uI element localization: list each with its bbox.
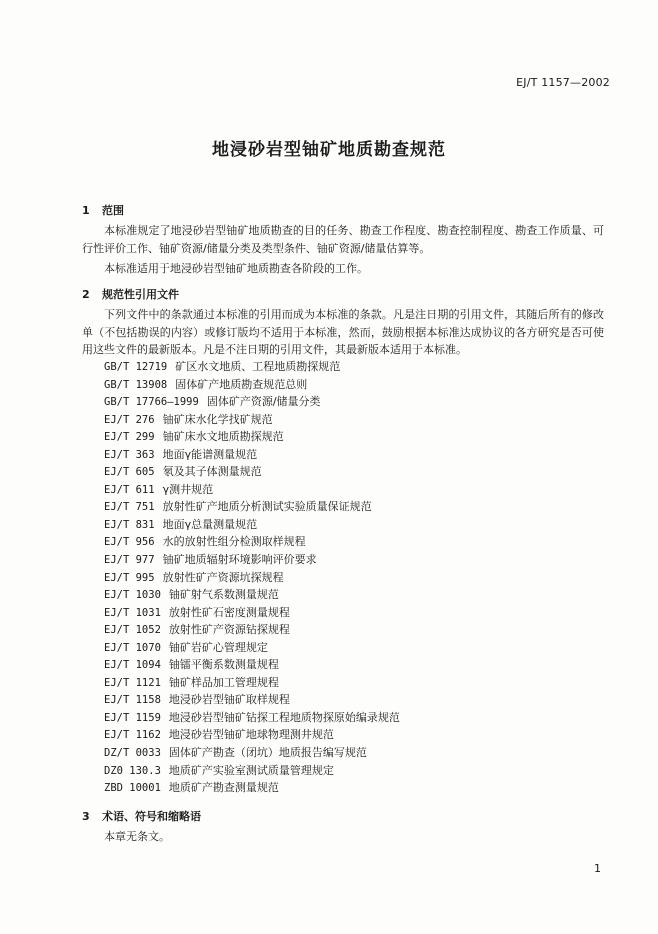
reference-code: EJ/T 1031: [104, 606, 161, 619]
reference-item: [104, 411, 400, 429]
reference-item: [104, 569, 400, 587]
section-number: 1: [82, 204, 90, 217]
reference-item: [104, 358, 400, 376]
reference-code: EJ/T 276: [104, 413, 155, 426]
reference-item: [104, 674, 400, 692]
reference-name: 固体矿产勘查（闭坑）地质报告编写规范: [168, 746, 367, 760]
reference-code: EJ/T 299: [104, 431, 155, 444]
reference-code: EJ/T 611: [104, 483, 155, 496]
reference-code: EJ/T 363: [104, 448, 155, 461]
reference-name: 铀矿床水化学找矿规范: [162, 412, 273, 426]
section-number: 2: [82, 288, 90, 301]
reference-code: EJ/T 1121: [104, 676, 161, 689]
reference-name: 水的放射性组分检测取样规程: [162, 535, 306, 549]
reference-item: [104, 709, 400, 727]
reference-name: 铀矿岩矿心管理规定: [168, 640, 268, 654]
standard-number: EJ/T 1157—2002: [516, 76, 610, 89]
reference-name: 氡及其子体测量规范: [162, 465, 262, 479]
reference-name: 固体矿产地质勘查规范总则: [175, 377, 308, 391]
reference-code: EJ/T 956: [104, 536, 155, 549]
reference-item: [104, 621, 400, 639]
reference-code: EJ/T 1070: [104, 641, 161, 654]
reference-item: [104, 463, 400, 481]
reference-item: [104, 516, 400, 534]
reference-code: EJ/T 1158: [104, 694, 161, 707]
reference-code: EJ/T 1159: [104, 711, 161, 724]
reference-name: 地浸砂岩型铀矿钻探工程地质物探原始编录规范: [168, 710, 400, 724]
reference-name: 铀矿样品加工管理规程: [168, 675, 279, 689]
section-number: 3: [82, 810, 90, 823]
reference-item: [104, 586, 400, 604]
reference-code: EJ/T 831: [104, 518, 155, 531]
reference-name: 矿区水文地质、工程地质勘探规范: [175, 360, 341, 373]
reference-name: γ测井规范: [162, 482, 214, 496]
reference-item: [104, 428, 400, 446]
reference-code: EJ/T 1162: [104, 729, 161, 742]
reference-item: [104, 744, 400, 762]
section-1-heading: [82, 202, 124, 218]
reference-name: 放射性矿石密度测量规程: [168, 605, 290, 619]
reference-name: 地面γ总量测量规范: [162, 517, 258, 531]
section-2-paragraph: 下列文件中的条款通过本标准的引用而成为本标准的条款。凡是注日期的引用文件，其随后所有的修改单（不包括勘误的内容）或修订版均不适用于本标准，然而，鼓励根据本标准达成协议的各方研究是否可使用这些文件的最新版本。凡是不注日期的引用文件，其最新版本适用于本标准。: [82, 308, 604, 356]
reference-item: [104, 533, 400, 551]
reference-code: ZBD 10001: [104, 782, 161, 795]
reference-code: EJ/T 605: [104, 466, 155, 479]
reference-name: 地面γ能谱测量规范: [162, 447, 258, 461]
reference-name: 铀矿地质辐射环境影响评价要求: [162, 553, 317, 567]
document-title: 地浸砂岩型铀矿地质勘查规范: [212, 140, 446, 160]
reference-name: 铀镭平衡系数测量规程: [168, 658, 279, 672]
reference-code: EJ/T 977: [104, 554, 155, 567]
section-title: 规范性引用文件: [102, 288, 179, 301]
reference-item: [104, 639, 400, 657]
reference-code: EJ/T 1094: [104, 659, 161, 672]
reference-item: [104, 604, 400, 622]
reference-code: EJ/T 1030: [104, 589, 161, 602]
reference-name: 固体矿产资源/储量分类: [206, 395, 321, 409]
section-3-heading: [82, 808, 201, 824]
reference-item: [104, 551, 400, 569]
reference-code: EJ/T 995: [104, 571, 155, 584]
reference-name: 铀矿床水文地质勘探规范: [162, 430, 284, 444]
reference-code: DZ0 130.3: [104, 764, 161, 777]
reference-code: DZ/T 0033: [104, 747, 161, 760]
reference-name: 放射性矿产资源钻探规程: [168, 623, 290, 637]
reference-item: [104, 691, 400, 709]
reference-name: 地浸砂岩型铀矿取样规程: [168, 693, 290, 707]
reference-item: [104, 498, 400, 516]
reference-item: [104, 393, 400, 411]
section-title: 术语、符号和缩略语: [102, 810, 201, 823]
section-3-paragraph: 本章无条文。: [104, 830, 170, 843]
reference-code: GB/T 12719: [104, 361, 168, 373]
reference-item: [104, 481, 400, 499]
reference-code: EJ/T 1052: [104, 624, 161, 637]
reference-item: [104, 376, 400, 394]
reference-item: [104, 779, 400, 797]
reference-name: 铀矿射气系数测量规范: [168, 588, 279, 602]
section-2-heading: [82, 286, 179, 302]
section-title: 范围: [102, 204, 124, 217]
reference-name: 地质矿产实验室测试质量管理规定: [168, 763, 334, 777]
reference-name: 放射性矿产资源坑探规程: [162, 570, 284, 584]
reference-item: [104, 726, 400, 744]
reference-name: 地浸砂岩型铀矿地球物理测井规范: [168, 728, 334, 742]
section-1-paragraph: 本标准规定了地浸砂岩型铀矿地质勘查的目的任务、勘查工作程度、勘查控制程度、勘查工作质量、可行性评价工作、铀矿资源/储量分类及类型条件、铀矿资源/储量估算等。: [82, 224, 604, 255]
reference-item: [104, 762, 400, 780]
reference-item: [104, 656, 400, 674]
page-number: 1: [594, 862, 601, 875]
reference-code: GB/T 13908: [104, 378, 168, 391]
reference-code: GB/T 17766—1999: [104, 396, 199, 409]
reference-item: [104, 446, 400, 464]
reference-name: 地质矿产勘查测量规范: [168, 781, 279, 795]
reference-name: 放射性矿产地质分析测试实验质量保证规范: [162, 500, 372, 514]
normative-references-list: [104, 358, 400, 797]
section-1-paragraph: 本标准适用于地浸砂岩型铀矿地质勘查各阶段的工作。: [104, 262, 368, 275]
reference-code: EJ/T 751: [104, 501, 155, 514]
